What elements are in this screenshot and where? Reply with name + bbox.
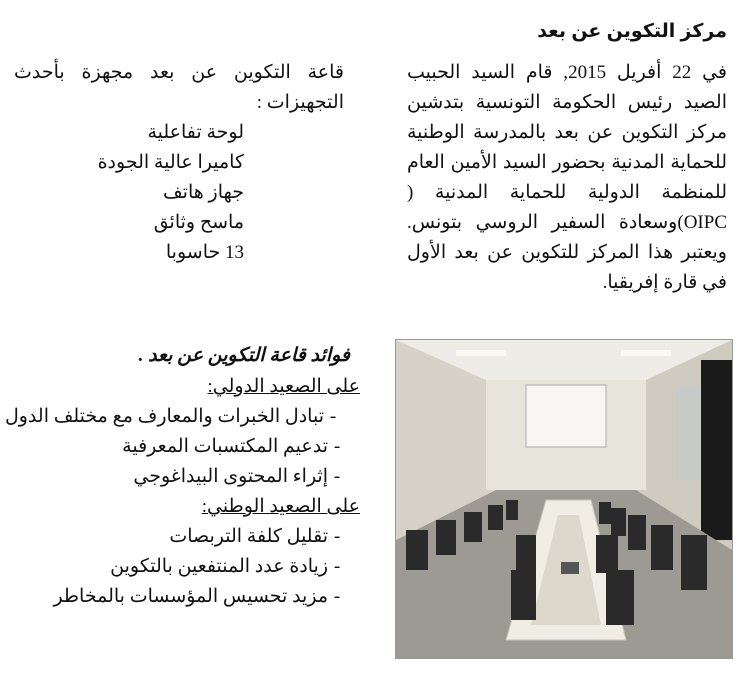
dash-marker: - <box>333 556 341 577</box>
list-item: -تبادل الخبرات والمعارف مع مختلف الدول <box>0 402 360 432</box>
list-item: -مزيد تحسيس المؤسسات بالمخاطر <box>0 582 360 612</box>
equipment-item: جهاز هاتف <box>163 182 244 203</box>
dash-marker: - <box>333 436 341 457</box>
equipment-block <box>14 58 344 268</box>
benefits-block <box>0 340 360 612</box>
list-item: -تدعيم المكتسبات المعرفية <box>0 432 360 462</box>
benefits-title: فوائد قاعة التكوين عن بعد . <box>138 345 350 366</box>
dash-marker: - <box>333 526 341 547</box>
intro-paragraph: في 22 أفريل 2015, قام السيد الحبيب الصيد رئيس الحكومة التونسية بتدشين مركز التكوين عن بعد بالمدرسة الوطنية للحماية المدنية بحضور السيد الأمين العام للمنظمة الدولية للحماية المدنية ( OIPC)وسعادة السفير الروسي بتونس. ويعتبر هذا المركز للتكوين عن بعد الأول في قارة إفريقيا. <box>407 62 727 293</box>
equipment-heading: قاعة التكوين عن بعد مجهزة بأحدث التجهيزات : <box>14 62 344 113</box>
national-label: على الصعيد الوطني: <box>201 496 360 517</box>
dash-marker: - <box>333 586 341 607</box>
international-list <box>0 402 360 492</box>
international-label: على الصعيد الدولي: <box>207 376 360 397</box>
list-item: -تقليل كلفة التربصات <box>0 522 360 552</box>
national-list <box>0 522 360 612</box>
training-room-photo <box>395 339 733 659</box>
training-room-illustration <box>396 340 732 658</box>
equipment-item: كاميرا عالية الجودة <box>97 152 244 173</box>
equipment-list <box>14 118 344 268</box>
dash-marker: - <box>329 406 337 427</box>
equipment-item: لوحة تفاعلية <box>147 122 244 143</box>
section-title: مركز التكوين عن بعد <box>537 21 727 42</box>
dash-marker: - <box>333 466 341 487</box>
equipment-item: 13 حاسوبا <box>165 242 244 263</box>
equipment-item: ماسح وثائق <box>153 212 244 233</box>
list-item: -زيادة عدد المنتفعين بالتكوين <box>0 552 360 582</box>
list-item: -إثراء المحتوى البيداغوجي <box>0 462 360 492</box>
